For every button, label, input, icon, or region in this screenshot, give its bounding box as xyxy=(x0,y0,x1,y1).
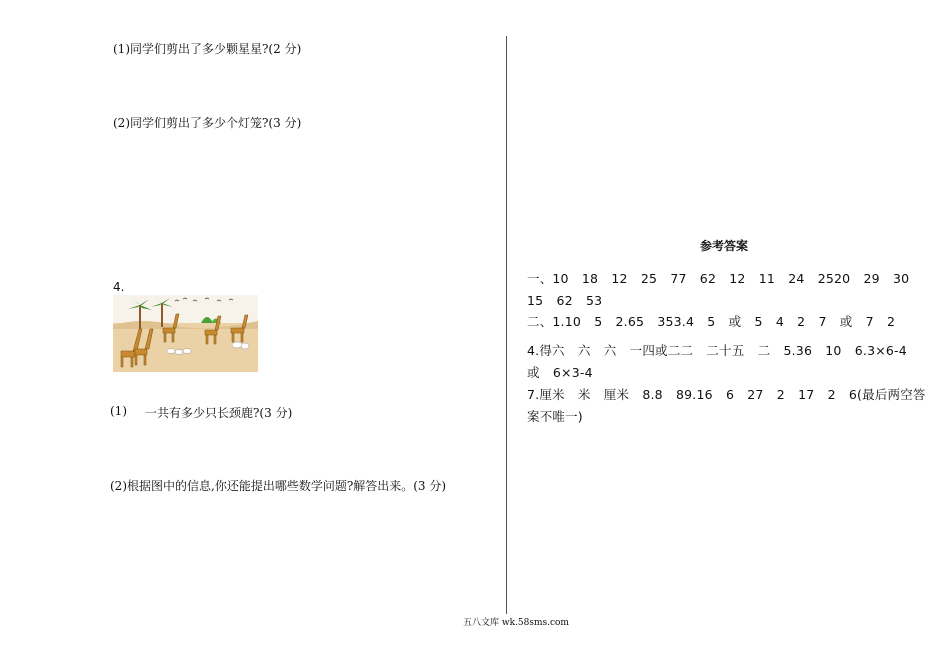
question-3-1: (1)同学们剪出了多少颗星星?(2 分) xyxy=(113,42,302,56)
footer-watermark: 五八文库 wk.58sms.com xyxy=(463,618,569,628)
question-4-2: (2)根据图中的信息,你还能提出哪些数学问题?解答出来。(3 分) xyxy=(110,479,447,493)
giraffe-illustration xyxy=(113,295,258,372)
answer-line-4 xyxy=(527,384,927,428)
question-3-2: (2)同学们剪出了多少个灯笼?(3 分) xyxy=(113,116,302,130)
answer-line-2-text: 二、1.10 5 2.65 353.4 5 或 5 4 2 7 或 7 2 xyxy=(527,314,896,329)
answer-key-title: 参考答案 xyxy=(700,239,749,253)
answer-line-1 xyxy=(527,268,927,312)
answer-line-2 xyxy=(527,311,927,333)
answer-line-4-text: 7.厘米 米 厘米 8.8 89.16 6 27 2 17 2 6(最后两空答案不唯一) xyxy=(527,387,926,424)
question-4-1-text: 一共有多少只长颈鹿?(3 分) xyxy=(145,406,293,420)
column-divider xyxy=(506,36,507,614)
answer-line-3-text: 4.得六 六 六 一四或二二 二十五 二 5.36 10 6.3×6-4 或 6×3-4 xyxy=(527,343,907,380)
question-4-label: 4. xyxy=(113,280,125,294)
question-4-1-number: (1) xyxy=(110,404,127,418)
answer-line-3 xyxy=(527,340,927,384)
answer-line-1-text: 一、10 18 12 25 77 62 12 11 24 2520 29 30 15 62 53 xyxy=(527,271,910,308)
